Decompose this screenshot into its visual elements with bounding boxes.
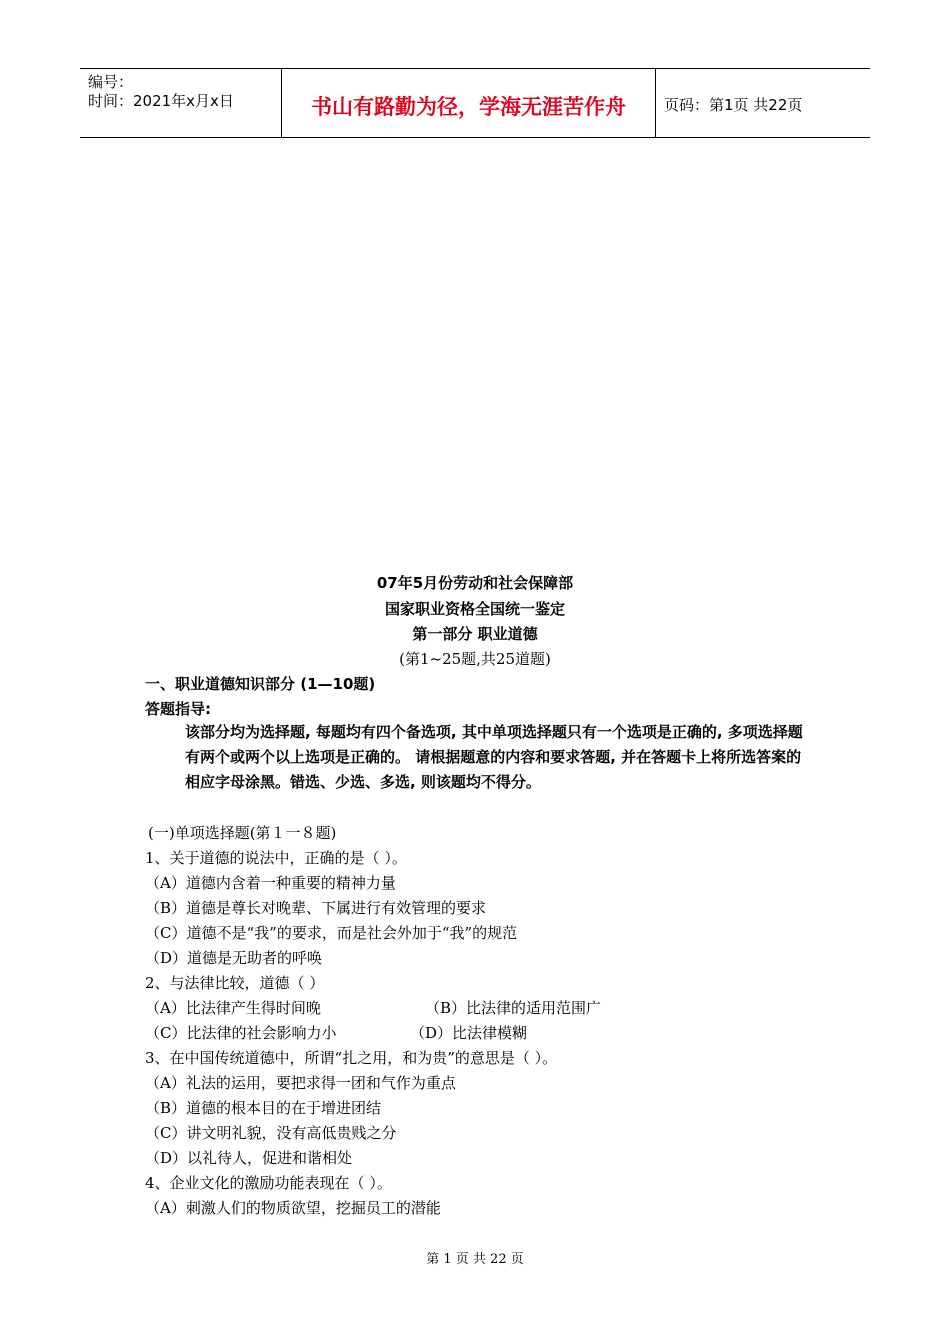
header-table xyxy=(80,68,870,138)
question-1-stem: 1、关于道德的说法中，正确的是（ ）。 xyxy=(145,849,407,867)
title-line-2: 国家职业资格全国统一鉴定 xyxy=(384,600,565,618)
header-page-cell xyxy=(656,69,870,137)
question-2-option-c: （C）比法律的社会影响力小 xyxy=(145,1024,337,1042)
question-2-option-a: （A）比法律产生得时间晚 xyxy=(145,999,321,1017)
title-line-1: 07年5月份劳动和社会保障部 xyxy=(376,574,574,592)
question-1-option-d: （D）道德是无助者的呼唤 xyxy=(145,949,323,967)
question-2-option-b: （B）比法律的适用范围广 xyxy=(425,999,602,1017)
question-4-option-a: （A）刺激人们的物质欲望，挖掘员工的潜能 xyxy=(145,1199,441,1217)
page-footer: 第 1 页 共 22 页 xyxy=(426,1252,524,1267)
question-1-option-b: （B）道德是尊长对晚辈、下属进行有效管理的要求 xyxy=(145,899,487,917)
question-1-option-a: （A）道德内含着一种重要的精神力量 xyxy=(145,874,396,892)
subsection-heading: (一)单项选择题(第１一８题) xyxy=(148,824,337,842)
question-2-stem: 2、与法律比较，道德（ ） xyxy=(145,974,325,992)
section-heading: 一、职业道德知识部分 (1—10题) xyxy=(145,675,376,693)
question-2-option-d: （D）比法律模糊 xyxy=(410,1024,528,1042)
time-label: 时间：2021年x月x日 xyxy=(88,92,234,110)
question-4-stem: 4、企业文化的激励功能表现在（ ）。 xyxy=(145,1174,392,1192)
question-3-option-b: （B）道德的根本目的在于增进团结 xyxy=(145,1099,382,1117)
page-number-label: 页码：第1页 共22页 xyxy=(664,96,803,114)
question-3-option-d: （D）以礼待人，促进和谐相处 xyxy=(145,1149,353,1167)
question-3-stem: 3、在中国传统道德中，所谓“扎之用，和为贵”的意思是（ ）。 xyxy=(145,1049,558,1067)
question-3-option-c: （C）讲文明礼貌，没有高低贵贱之分 xyxy=(145,1124,397,1142)
question-3-option-a: （A）礼法的运用，要把求得一团和气作为重点 xyxy=(145,1074,456,1092)
header-slogan-cell xyxy=(282,69,656,137)
number-label: 编号： xyxy=(88,73,134,91)
title-line-3: 第一部分 职业道德 xyxy=(412,625,538,643)
header-left-cell xyxy=(80,69,282,137)
question-1-option-c: （C）道德不是“我”的要求，而是社会外加于“我”的规范 xyxy=(145,924,518,942)
title-line-4: (第1~25题,共25道题) xyxy=(399,650,551,668)
instructions-paragraph: 该部分均为选择题, 每题均有四个备选项, 其中单项选择题只有一个选项是正确的, 多项选择题有两个或两个以上选项是正确的。 请根据题意的内容和要求答题, 并在答题卡上将所选答案的相应字母涂黑。错选、少选、多选, 则该题均不得分。 xyxy=(185,723,803,791)
slogan: 书山有路勤为径，学海无涯苦作舟 xyxy=(311,94,626,119)
guide-label: 答题指导: xyxy=(145,700,211,718)
